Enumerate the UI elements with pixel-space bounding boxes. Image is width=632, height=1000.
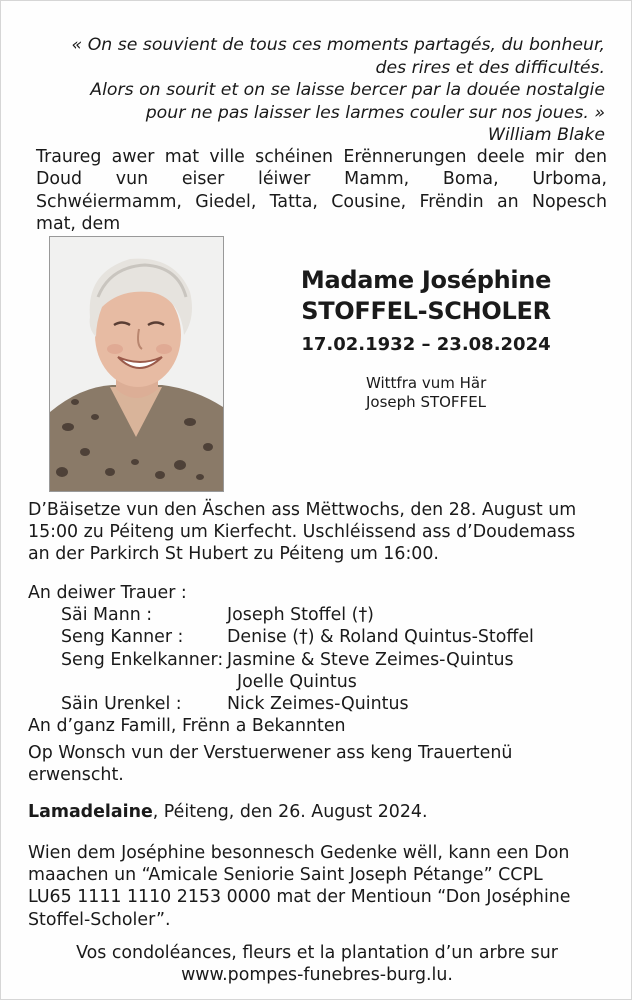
condolences-website-link[interactable]: www.pompes-funebres-burg.lu. [181, 965, 453, 986]
wish-line: erwenscht. [28, 765, 124, 786]
mourner-row [28, 693, 608, 715]
quote-line: Alors on sourit et on se laisse bercer par la douée nostalgie [90, 80, 605, 100]
funeral-details [28, 499, 608, 566]
mourner-names: Denise (†) & Roland Quintus-Stoffel [227, 627, 534, 648]
funeral-line: 15:00 zu Péiteng um Kierfecht. Uschléissend ass d’Doudemass [28, 522, 576, 543]
place-date-text: , Péiteng, den 26. August 2024. [152, 802, 428, 822]
donation-line: Stoffel-Scholer”. [28, 909, 171, 930]
donation-paragraph [28, 842, 608, 931]
place-town: Lamadelaine [28, 802, 153, 822]
mourner-row [28, 671, 608, 693]
mourner-row [28, 626, 608, 648]
donation-line: maachen un “Amicale Seniorie Saint Joseph Pétange” CCPL [28, 865, 543, 886]
mourner-row [28, 649, 608, 671]
funeral-line: an der Parkirch St Hubert zu Péiteng um 16:00. [28, 544, 439, 565]
mourners-heading: An deiwer Trauer : [28, 583, 187, 603]
widow-line: Wittfra vum Här [366, 374, 487, 392]
widow-note [366, 374, 486, 412]
mourner-names: Joseph Stoffel (†) [227, 605, 374, 626]
quote-line: des rires et des difficultés. [375, 57, 605, 78]
condolences-line: Vos condoléances, fleurs et la plantation d’un arbre sur [76, 943, 558, 963]
condolences-note [1, 942, 632, 986]
epigraph-quote [15, 34, 605, 147]
mourner-relation: Säin Urenkel : [61, 693, 182, 714]
quote-line: « On se souvient de tous ces moments partagés, du bonheur, [71, 35, 605, 55]
donation-line: LU65 1111 1110 2153 0000 mat der Mentioun “Don Joséphine [28, 887, 571, 908]
donation-line: Wien dem Joséphine besonnesch Gedenke wëll, kann een Don [28, 843, 570, 863]
place-date [28, 801, 608, 823]
mourner-relation: Seng Kanner : [61, 627, 184, 648]
deceased-surname: STOFFEL-SCHOLER [301, 297, 551, 325]
mourners-list [28, 582, 608, 737]
quote-author: William Blake [487, 125, 605, 145]
intro-line: Schwéiermamm, Giedel, Tatta, Cousine, Frëndin an Nopesch [36, 191, 607, 212]
portrait-illustration [50, 237, 223, 491]
portrait-photo [49, 236, 224, 492]
mourner-names: Jasmine & Steve Zeimes-Quintus [227, 649, 514, 670]
intro-paragraph [36, 146, 607, 235]
mourners-closing: An d’ganz Famill, Frënn a Bekannten [28, 716, 346, 737]
widow-line: Joseph STOFFEL [366, 393, 487, 411]
dress-wish [28, 742, 608, 786]
mourner-relation: Seng Enkelkanner: [61, 649, 224, 670]
deceased-name: Madame Joséphine [300, 266, 552, 294]
intro-line: Traureg awer mat ville schéinen Erënnerungen deele mir den [36, 147, 607, 167]
intro-line: Doud vun eiser léiwer Mamm, Boma, Urboma, [36, 169, 607, 190]
life-dates: 17.02.1932 – 23.08.2024 [301, 334, 551, 355]
wish-line: Op Wonsch vun der Verstuerwener ass keng Trauertenü [28, 743, 513, 763]
mourner-row [28, 604, 608, 626]
intro-line: mat, dem [36, 213, 121, 234]
mourner-names: Joelle Quintus [237, 671, 357, 692]
mourner-names: Nick Zeimes-Quintus [227, 693, 409, 714]
funeral-line: D’Bäisetze vun den Äschen ass Mëttwochs, den 28. August um [28, 500, 577, 520]
mourner-relation: Säi Mann : [61, 605, 153, 626]
quote-line: pour ne pas laisser les larmes couler sur nos joues. » [145, 102, 605, 123]
deceased-name-block [251, 265, 601, 360]
